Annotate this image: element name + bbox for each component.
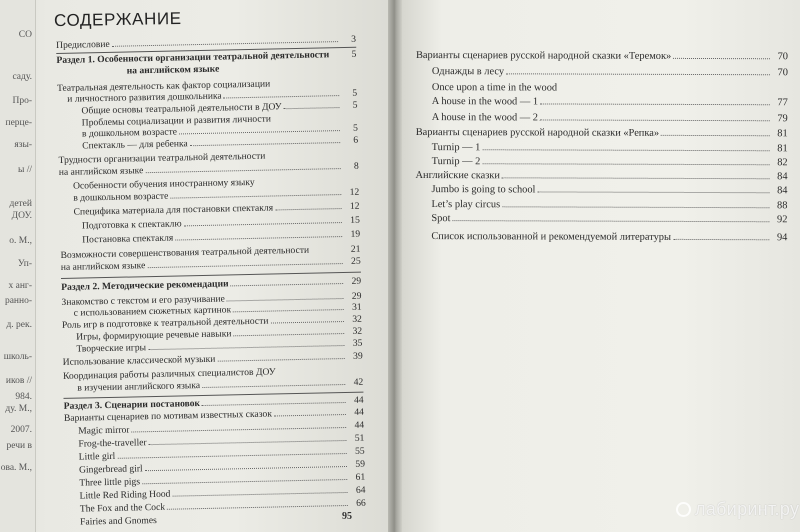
prev-page-fragment: о. М., <box>9 236 32 246</box>
prev-page-fragment: речи в <box>6 441 32 451</box>
toc-entry-text: на английском языке <box>58 165 144 178</box>
left-page <box>0 0 388 532</box>
toc-entry-page: 61 <box>355 471 366 483</box>
book-spine <box>388 0 402 532</box>
toc-entry-page: 5 <box>353 122 359 134</box>
toc-entry <box>431 213 787 226</box>
toc-entry-page: 5 <box>351 48 357 60</box>
toc-entry-page: 5 <box>352 87 358 99</box>
toc-section-heading <box>61 276 361 293</box>
toc-entry-text: Координация работы различных специалистов ДОУ <box>62 366 276 382</box>
toc-entry-text: Варианты сценариев по мотивам известных сказок <box>63 408 273 424</box>
toc-entry-page: 5 <box>352 99 358 111</box>
prev-page-fragment: иков // <box>5 376 32 386</box>
site-watermark <box>676 499 799 520</box>
toc-entry-text: Знакомство с текстом и его разучивание <box>61 293 225 308</box>
toc-entry-page: 32 <box>352 313 363 325</box>
toc-entry-text: Театральная деятельность как фактор социализации <box>56 78 271 94</box>
toc-entry-page: 51 <box>354 432 365 444</box>
toc-entry-text: Спектакль — для ребенка <box>82 138 188 152</box>
page-number: 95 <box>342 511 352 522</box>
toc-entry-page: 6 <box>353 134 359 146</box>
toc-entry-page: 35 <box>352 337 363 349</box>
toc-entry-text: Варианты сценариев русской народной сказки «Теремок» <box>415 50 672 62</box>
toc-entry-text: Gingerbread girl <box>78 463 143 476</box>
leader-dots <box>112 41 338 47</box>
prev-page-fragment: 984. <box>15 392 32 402</box>
toc-entry-page: 55 <box>354 445 365 457</box>
toc-entry-text: Использование классической музыки <box>62 353 216 368</box>
toc-entry <box>432 156 788 169</box>
prev-page-fragment: ова. М., <box>0 463 32 473</box>
toc-entry-text: Frog-the-traveller <box>78 437 147 450</box>
toc-entry-page: 44 <box>354 406 364 418</box>
toc-entry-page: 3 <box>351 33 357 45</box>
toc-entry-page: 88 <box>777 200 788 212</box>
toc-entry-text: и личностного развития дошкольника <box>67 90 222 105</box>
toc-entry-text: Раздел 3. Сценарии постановок <box>63 398 201 412</box>
toc-entry-page: 21 <box>350 243 361 255</box>
watermark-text: лабиринт.ру <box>695 499 800 519</box>
toc-entry-text: Turnip — 1 <box>431 142 481 154</box>
toc-entry-page: 31 <box>351 301 362 313</box>
toc-entry-page: 44 <box>353 394 364 406</box>
toc-entry-text: Особенности обучения иностранному языку <box>72 176 255 192</box>
toc-entry-text: с использованием сюжетных картинок <box>73 304 232 319</box>
right-page <box>402 0 800 532</box>
toc-entry-page: 12 <box>349 200 360 212</box>
page-title: СОДЕРЖАНИЕ <box>53 8 182 31</box>
toc-entry-page: 84 <box>777 185 788 197</box>
toc-entry-page: 70 <box>777 51 788 63</box>
prev-page-fragment: д. рек. <box>6 320 32 330</box>
toc-entry <box>432 112 788 125</box>
toc-entry-page: 42 <box>353 376 364 388</box>
toc-entry-page: 64 <box>355 484 366 496</box>
toc-entry-text: в дошкольном возрасте <box>81 126 178 140</box>
prev-page-fragment: Уп- <box>17 259 32 269</box>
toc-entry-text: в дошкольном возрасте <box>73 190 169 204</box>
toc-entry-page: 15 <box>350 214 360 226</box>
toc-entry <box>432 82 788 95</box>
prev-page-fragment: детей <box>9 199 32 209</box>
toc-entry-page: 8 <box>353 160 359 172</box>
toc-entry <box>82 229 360 246</box>
toc-entry-text: A house in the wood — 2 <box>431 112 539 124</box>
toc-entry <box>416 170 788 183</box>
toc-entry-text: Three little pigs <box>79 476 141 489</box>
toc-entry-text: Игры, формирующие речевые навыки <box>76 328 232 343</box>
prev-page-fragment: х анг- <box>8 281 32 291</box>
toc-entry-text: в изучении английского языка <box>77 380 201 394</box>
toc-entry-text: Подготовка к спектаклю <box>81 218 182 232</box>
toc-entry-page: 59 <box>355 458 366 470</box>
toc-entry-page: 94 <box>776 232 788 244</box>
toc-entry-text: Специфика материала для постановки спектакля <box>73 202 274 218</box>
toc-entry <box>416 50 788 63</box>
toc-entry-text: Fairies and Gnomes <box>79 514 157 528</box>
toc-section-heading-cont: на английском языке <box>126 63 220 77</box>
toc-entry-page: 29 <box>351 275 362 287</box>
toc-entry-text: Turnip — 2 <box>431 156 481 168</box>
toc-entry-page: 79 <box>777 113 788 125</box>
toc-entry-text: Jumbo is going to school <box>431 184 536 196</box>
toc-entry-text: Постановка спектакля <box>82 232 174 246</box>
toc-entry-page: 92 <box>776 214 788 226</box>
toc-entry-text: Let’s play circus <box>431 199 501 211</box>
toc-entry-text: Раздел 1. Особенности организации театральной деятельности <box>56 49 330 66</box>
toc-entry-page: 77 <box>777 97 788 109</box>
toc-entry-text: Once upon a time in the wood <box>431 82 558 94</box>
toc-entry-text: Spot <box>431 213 451 225</box>
prev-page-fragment: ДОУ. <box>11 211 32 221</box>
prev-page-fragment: перце- <box>5 118 32 128</box>
toc-entry-page: 29 <box>351 290 362 302</box>
toc-entry <box>432 66 788 79</box>
toc-entry-page: 84 <box>777 171 788 183</box>
toc-entry-text: The Fox and the Cock <box>79 501 166 515</box>
prev-page-fragment: саду. <box>12 72 32 82</box>
toc-right-list <box>415 50 788 244</box>
toc-entry <box>432 142 788 155</box>
toc-entry-page: 81 <box>777 143 788 155</box>
toc-entry-text: A house in the wood — 1 <box>431 96 539 108</box>
toc-entry-text: на английском языке <box>60 260 146 273</box>
toc-entry-page: 66 <box>356 497 366 509</box>
toc-entry-text: Общие основы театральной деятельности в ДОУ <box>81 101 282 117</box>
toc-entry-page: 25 <box>350 255 361 267</box>
toc-entry-text: Magic mirror <box>78 424 130 437</box>
toc-entry-page: 70 <box>777 67 788 79</box>
labirint-logo-icon <box>676 502 691 517</box>
toc-entry-page: 19 <box>350 228 361 240</box>
toc-entry-text: Английские сказки <box>415 169 500 182</box>
previous-page-edge <box>0 0 36 532</box>
toc-entry-text: Однажды в лесу <box>431 66 505 78</box>
toc-entry <box>431 184 787 197</box>
prev-page-fragment: язы- <box>14 140 32 150</box>
toc-entry-text: Little girl <box>78 450 116 463</box>
toc-entry-text: Трудности организации театральной деятельности <box>58 150 266 166</box>
toc-entry <box>431 231 787 244</box>
toc-entry-text: Творческие игры <box>76 342 147 355</box>
toc-entry-page: 12 <box>349 186 360 198</box>
toc-entry-page: 81 <box>777 128 788 140</box>
prev-page-fragment: Про- <box>12 96 32 106</box>
toc-entry <box>431 199 787 212</box>
prev-page-fragment: ы // <box>17 165 32 175</box>
prev-page-fragment: школь- <box>3 352 32 362</box>
prev-page-fragment: 2007. <box>10 425 32 435</box>
toc-entry-text: Варианты сценариев русской народной сказки «Репка» <box>415 126 660 139</box>
prev-page-fragment: ду. М., <box>5 404 32 414</box>
toc-entry-text: Возможности совершенствования театральной деятельности <box>60 244 310 261</box>
prev-page-fragment: ранно- <box>4 296 32 306</box>
toc-entry-text: Раздел 2. Методические рекомендации <box>61 278 229 293</box>
toc-entry-page: 82 <box>777 157 788 169</box>
toc-entry-page: 44 <box>354 419 365 431</box>
toc-entry-page: 39 <box>352 350 363 362</box>
toc-entry-text: Проблемы социализации и развития личности <box>81 113 272 129</box>
prev-page-fragment: СО <box>18 30 32 40</box>
toc-entry-text: Предисловие <box>56 38 110 51</box>
toc-entry-text: Список использованной и рекомендуемой литературы <box>431 231 672 243</box>
toc-entry-page: 32 <box>352 325 363 337</box>
toc-entry <box>432 96 788 109</box>
toc-entry <box>416 127 788 140</box>
toc-entry-text: Роль игр в подготовке к театральной деятельности <box>61 315 269 331</box>
toc-entry-text: Little Red Riding Hood <box>79 488 171 502</box>
